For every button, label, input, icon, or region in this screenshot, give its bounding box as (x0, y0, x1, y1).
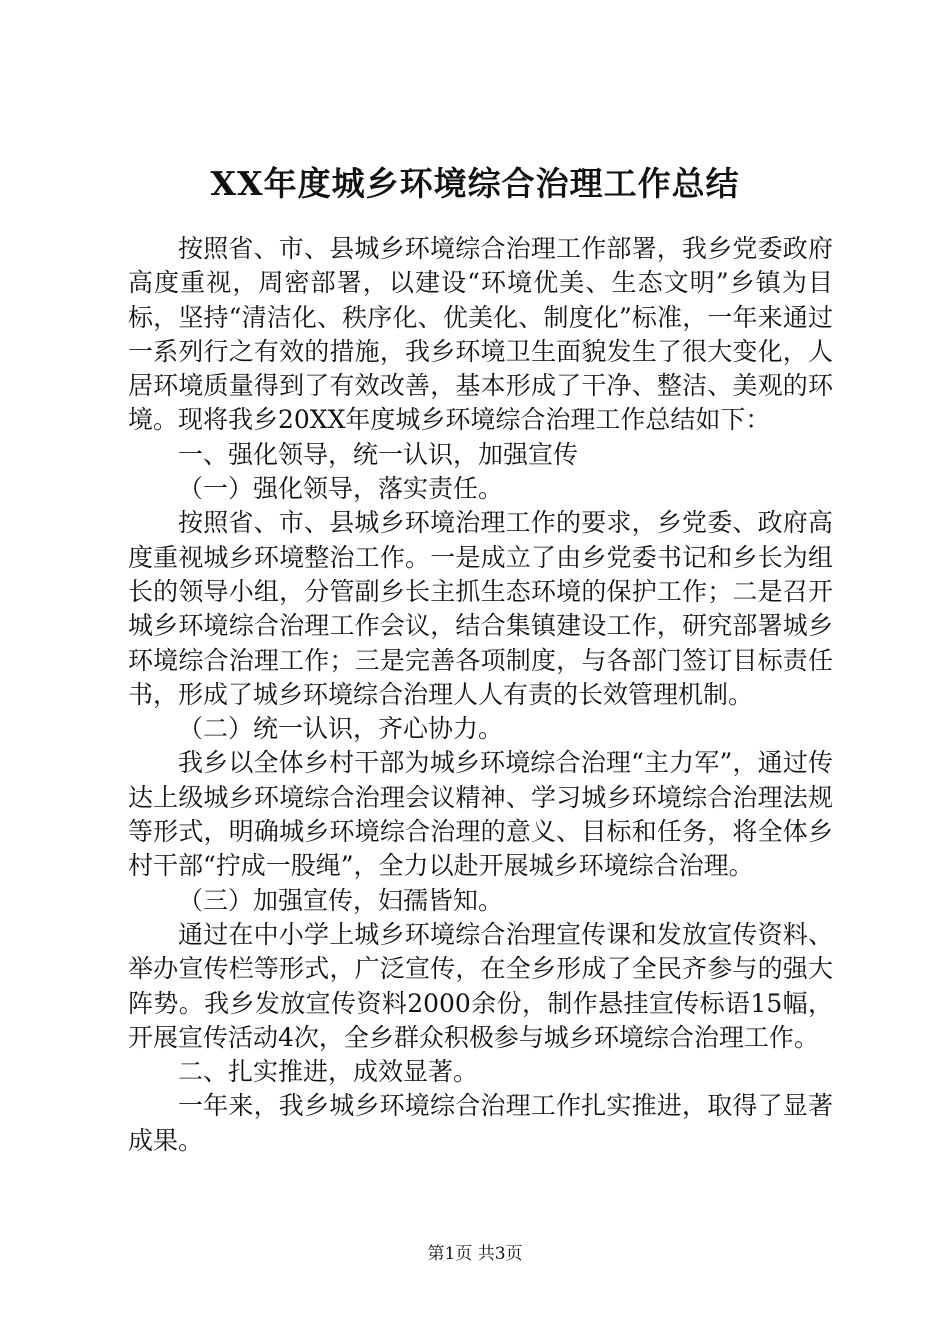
subsection-heading-3: （三）加强宣传，妇孺皆知。 (178, 885, 504, 915)
document-title: XX年度城乡环境综合治理工作总结 (210, 164, 740, 203)
section-heading-1: 一、强化领导，统一认识，加强宣传 (178, 439, 579, 469)
paragraph-unity: 我乡以全体乡村干部为城乡环境综合治理“主力军”，通过传达上级城乡环境综合治理会议精神、学习城乡环境综合治理法规等形式，明确城乡环境综合治理的意义、目标和任务，将全体乡村干部“拧成一股绳”，全力以赴开展城乡环境综合治理。 (128, 748, 833, 881)
paragraph-publicity: 通过在中小学上城乡环境综合治理宣传课和发放宣传资料、举办宣传栏等形式，广泛宣传，在全乡形成了全民齐参与的强大阵势。我乡发放宣传资料2000余份，制作悬挂宣传标语15幅，开展宣传活动4次，全乡群众积极参与城乡环境综合治理工作。 (128, 919, 833, 1052)
paragraph-progress: 一年来，我乡城乡环境综合治理工作扎实推进，取得了显著成果。 (128, 1091, 833, 1155)
page-number: 第1页 共3页 (427, 1244, 523, 1264)
paragraph-leadership: 按照省、市、县城乡环境治理工作的要求，乡党委、政府高度重视城乡环境整治工作。一是成立了由乡党委书记和乡长为组长的领导小组，分管副乡长主抓生态环境的保护工作；二是召开城乡环境综合治理工作会议，结合集镇建设工作，研究部署城乡环境综合治理工作；三是完善各项制度，与各部门签订目标责任书，形成了城乡环境综合治理人人有责的长效管理机制。 (128, 508, 833, 709)
subsection-heading-2: （二）统一认识，齐心协力。 (178, 714, 504, 744)
paragraph-intro: 按照省、市、县城乡环境综合治理工作部署，我乡党委政府高度重视，周密部署，以建设“环境优美、生态文明”乡镇为目标，坚持“清洁化、秩序化、优美化、制度化”标准，一年来通过一系列行之有效的措施，我乡环境卫生面貌发生了很大变化，人居环境质量得到了有效改善，基本形成了干净、整洁、美观的环境。现将我乡20XX年度城乡环境综合治理工作总结如下： (128, 234, 833, 435)
section-heading-2: 二、扎实推进，成效显著。 (178, 1057, 479, 1087)
document-body (128, 232, 833, 1158)
subsection-heading-1: （一）强化领导，落实责任。 (178, 474, 504, 504)
